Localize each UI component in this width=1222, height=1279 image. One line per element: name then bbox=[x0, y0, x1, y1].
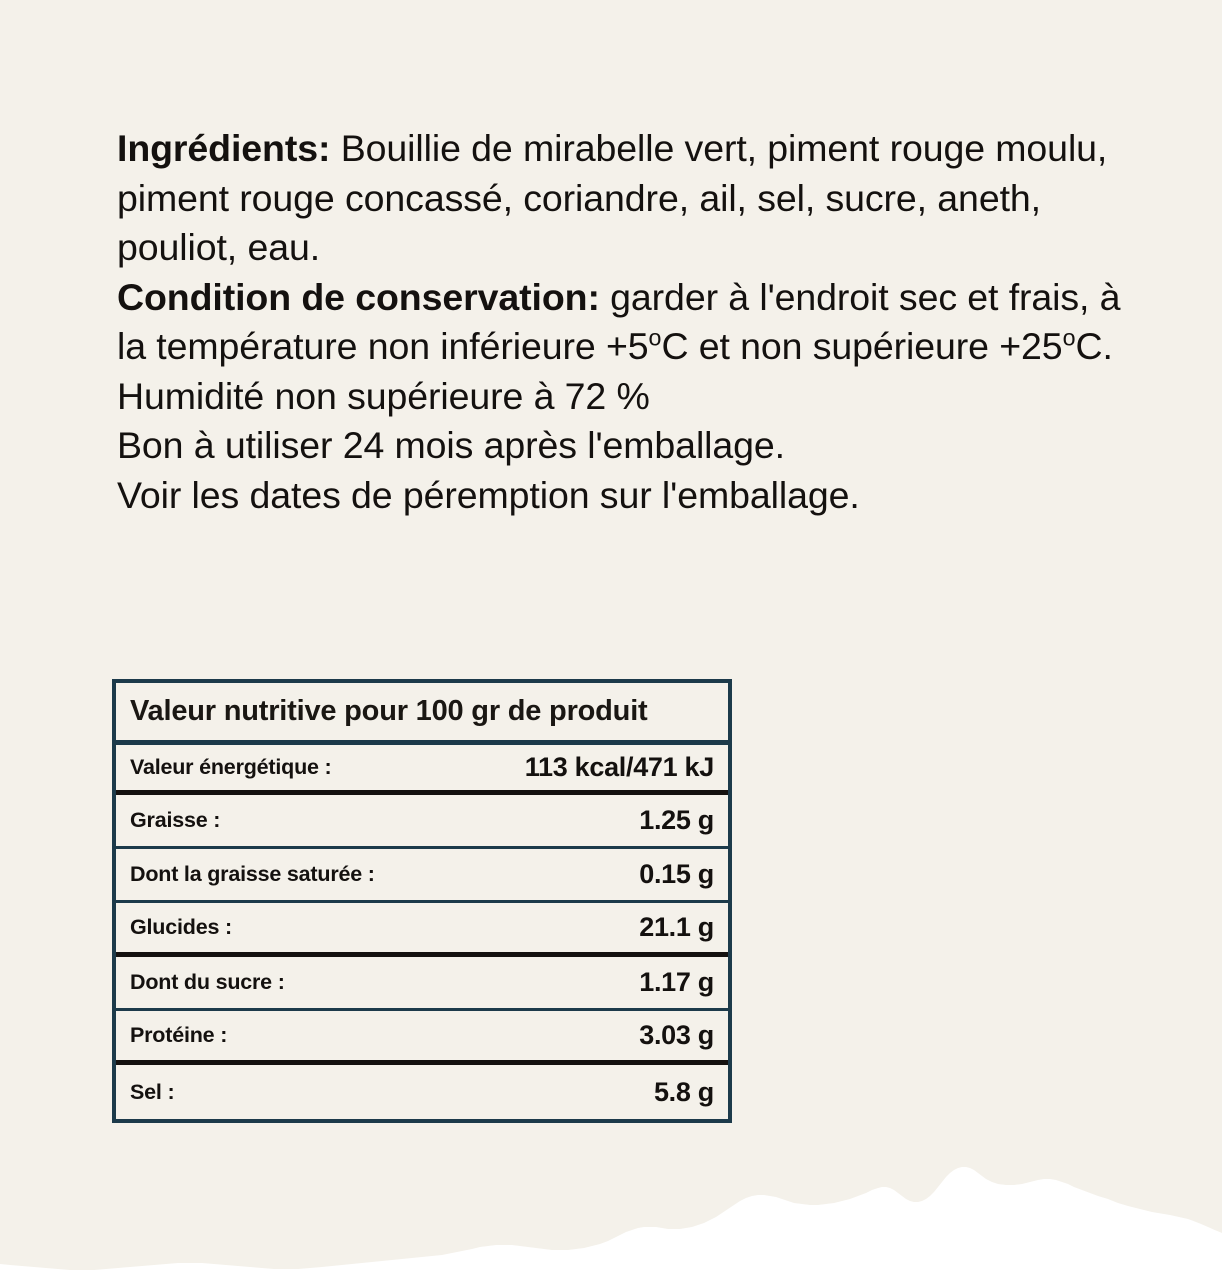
nutrition-table-header-label: Valeur nutritive pour 100 gr de produit bbox=[130, 695, 648, 727]
row-label-sugars: Dont du sucre : bbox=[130, 970, 285, 994]
table-row bbox=[116, 849, 728, 903]
degree-symbol-min: o bbox=[648, 324, 662, 351]
row-value-energy: 113 kcal/471 kJ bbox=[524, 752, 714, 782]
table-row bbox=[116, 903, 728, 957]
humidity-line: Humidité non supérieure à 72 % bbox=[117, 374, 650, 417]
row-label-carbohydrates: Glucides : bbox=[130, 915, 232, 939]
row-value-fat: 1.25 g bbox=[639, 805, 714, 835]
ingredients-paragraph bbox=[117, 124, 1127, 273]
table-row bbox=[116, 957, 728, 1011]
conservation-text-part-2: C et non supérieure +25 bbox=[661, 325, 1063, 367]
row-label-energy: Valeur énergétique : bbox=[130, 755, 332, 779]
table-row bbox=[116, 745, 728, 795]
degree-symbol-max: o bbox=[1062, 324, 1076, 351]
expiry-line: Voir les dates de péremption sur l'emballage. bbox=[117, 473, 860, 516]
row-label-protein: Protéine : bbox=[130, 1023, 228, 1047]
conservation-paragraph bbox=[117, 273, 1131, 372]
conservation-heading: Condition de conservation: bbox=[117, 275, 600, 318]
row-value-sugars: 1.17 g bbox=[639, 967, 714, 997]
conservation-text-part-1: garder à l'endroit sec et frais, à la température non inférieure +5 bbox=[117, 275, 1131, 367]
ingredients-heading: Ingrédients: bbox=[117, 127, 331, 169]
row-value-carbohydrates: 21.1 g bbox=[639, 912, 714, 942]
table-row bbox=[116, 1011, 728, 1065]
row-label-salt: Sel : bbox=[130, 1079, 175, 1104]
row-label-fat: Graisse : bbox=[130, 808, 221, 832]
label-text-block bbox=[117, 124, 1131, 520]
conservation-text-part-3: C. bbox=[1075, 325, 1113, 367]
row-label-saturated-fat: Dont la graisse saturée : bbox=[130, 862, 375, 886]
ingredients-text: Bouillie de mirabelle vert, piment rouge moulu, piment rouge concassé, coriandre, ail, sel, sucre, aneth, pouliot, eau. bbox=[117, 127, 1118, 268]
nutrition-table bbox=[112, 679, 732, 1123]
shelf-life-line: Bon à utiliser 24 mois après l'emballage. bbox=[117, 424, 785, 466]
torn-paper-edge bbox=[0, 1149, 1222, 1279]
row-value-protein: 3.03 g bbox=[639, 1020, 714, 1050]
table-row bbox=[116, 795, 728, 849]
row-value-salt: 5.8 g bbox=[653, 1076, 714, 1107]
nutrition-table-header-row bbox=[116, 683, 728, 745]
table-row bbox=[116, 1065, 728, 1119]
row-value-saturated-fat: 0.15 g bbox=[639, 859, 714, 889]
